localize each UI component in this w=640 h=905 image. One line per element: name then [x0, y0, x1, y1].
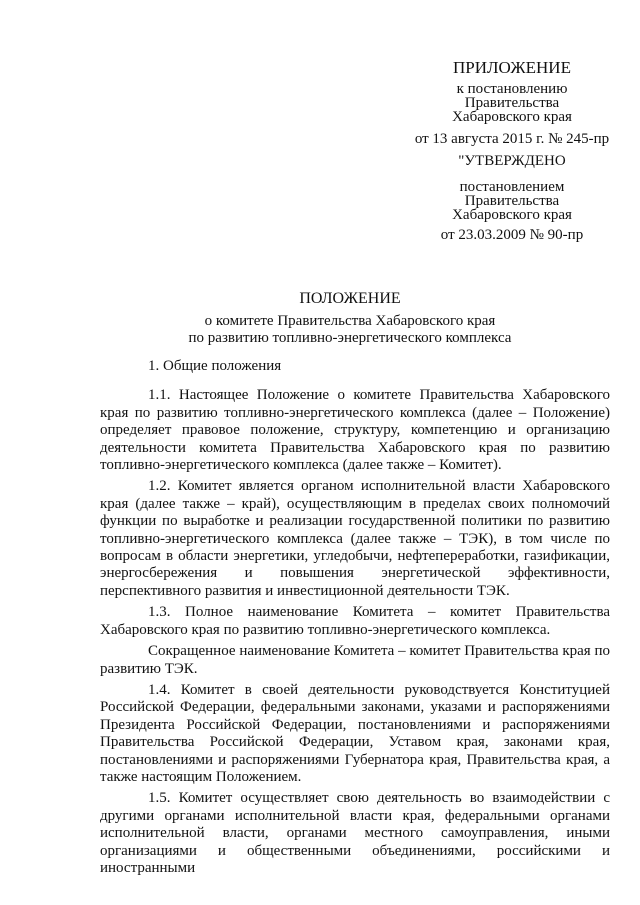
- approval-line: Правительства: [464, 193, 560, 209]
- paragraph: 1.1. Настоящее Положение о комитете Правительства Хабаровского края по развитию топливно-энергетического комплекса (далее – Положение) определяет правовое положение, структуру, компетенцию и организацию деятельности комитета Правительства Хабаровского края по развитию топливно-энергетического комплекса (далее также – Комитет).: [100, 387, 610, 474]
- document-subtitle: о комитете Правительства Хабаровского края: [204, 313, 496, 329]
- approval-line: Хабаровского края: [452, 207, 572, 223]
- approval-date: от 23.03.2009 № 90-пр: [440, 227, 584, 243]
- approval-line: к постановлению: [456, 81, 568, 97]
- paragraph: 1.2. Комитет является органом исполнительной власти Хабаровского края (далее также – край), осуществляющим в пределах своих полномочий функции по выработке и реализации государственной политики по развитию топливно-энергетического комплекса (далее также – ТЭК), в том числе по вопросам в области энергетики, угледобычи, нефтепереработки, газификации, энергосбережения и повышения энергетической эффективности, перспективного развития и инвестиционной деятельности ТЭК.: [100, 478, 610, 599]
- approval-line: Правительства: [464, 95, 560, 111]
- approval-date: от 13 августа 2015 г. № 245-пр: [414, 131, 610, 147]
- appendix-title: ПРИЛОЖЕНИЕ: [453, 58, 571, 77]
- approved-stamp-text: "УТВЕРЖДЕНО: [458, 153, 566, 169]
- approval-line: Хабаровского края: [452, 109, 572, 125]
- paragraph: 1.4. Комитет в своей деятельности руководствуется Конституцией Российской Федерации, федеральными законами, указами и распоряжениями Президента Российской Федерации, постановлениями и распоряжениями Правительства Российской Федерации, Уставом края, законами края, постановлениями и распоряжениями Губернатора края, Правительства края, а также настоящим Положением.: [100, 681, 610, 785]
- section-heading: 1. Общие положения: [148, 358, 282, 374]
- approval-line: постановлением: [459, 179, 565, 195]
- document-title-block: [60, 289, 640, 347]
- approval-block: [392, 58, 632, 244]
- document-title: ПОЛОЖЕНИЕ: [299, 290, 401, 307]
- document-body: [100, 358, 610, 881]
- paragraph: 1.3. Полное наименование Комитета – комитет Правительства Хабаровского края по развитию топливно-энергетического комплекса.: [100, 604, 610, 638]
- paragraph: 1.5. Комитет осуществляет свою деятельность во взаимодействии с другими органами исполнительной власти края, федеральными органами исполнительной власти, органами местного самоуправления, иными организациями и общественными объединениями, российскими и иностранными: [100, 790, 610, 876]
- paragraph: Сокращенное наименование Комитета – комитет Правительства края по развитию ТЭК.: [100, 643, 610, 677]
- document-subtitle: по развитию топливно-энергетического комплекса: [188, 330, 512, 346]
